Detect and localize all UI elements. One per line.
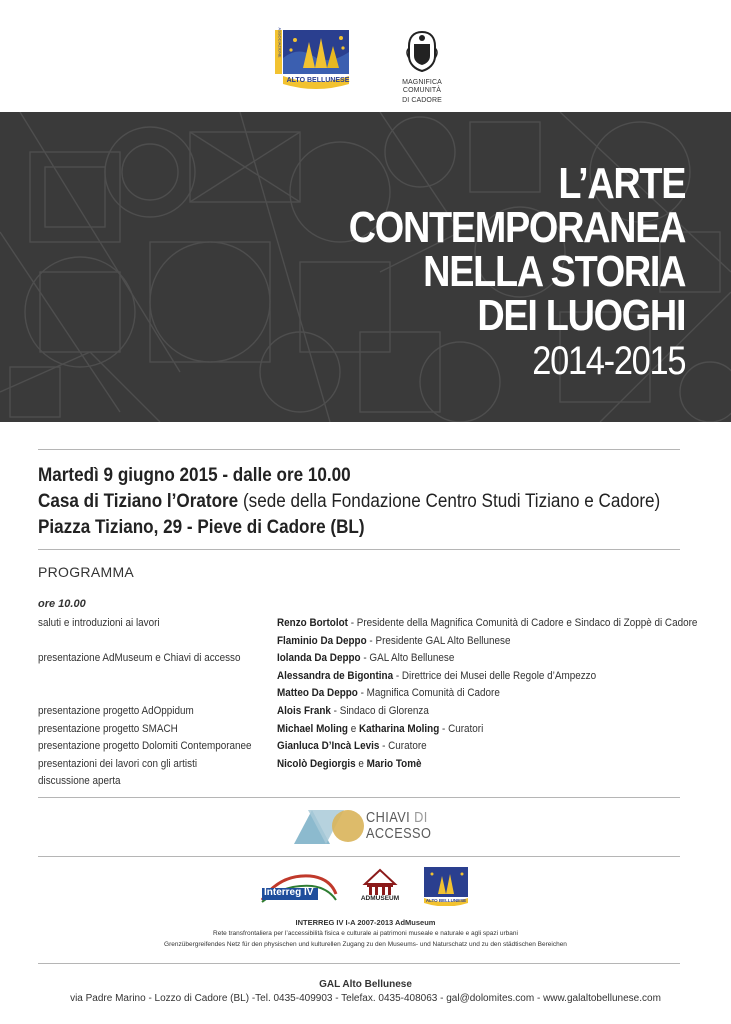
- speaker-name: Iolanda Da Deppo: [277, 652, 361, 665]
- event-venue: [38, 490, 660, 514]
- speaker-role: - GAL Alto Bellunese: [360, 652, 455, 665]
- program-activity: presentazione progetto AdOppidum: [38, 705, 194, 717]
- speaker-name: Matteo Da Deppo: [277, 687, 358, 700]
- cadore-crest-icon: [405, 30, 439, 72]
- admuseum-label: ADMUSEUM: [360, 895, 400, 902]
- chiavi-logo-icon: [294, 808, 366, 844]
- cadore-name-line2: DI CADORE: [402, 97, 442, 104]
- program-activity: presentazioni dei lavori con gli artisti: [38, 757, 198, 770]
- program-speaker: [277, 721, 483, 739]
- gal-logo-side-text: ASSOCIAZIONE: [277, 27, 283, 58]
- program-heading: PROGRAMMA: [38, 564, 135, 580]
- divider: [38, 856, 680, 857]
- interreg-description-it: Rete transfrontaliera per l’accessibilità fisica e culturale ai patrimoni museale e naturale e agli spazi urbani: [213, 930, 518, 937]
- event-date-text: Martedì 9 giugno 2015 - dalle ore 10.00: [38, 465, 351, 486]
- program-speaker: [277, 756, 422, 774]
- title-years: 2014-2015: [532, 339, 685, 383]
- program-time: ore 10.00: [38, 598, 86, 610]
- event-date: [38, 464, 351, 488]
- venue-name: Casa di Tiziano l’Oratore: [38, 491, 239, 512]
- program-activity: presentazione AdMuseum e Chiavi di accesso: [38, 652, 241, 665]
- event-address: [38, 516, 365, 540]
- interreg-description-de: Grenzübergreifendes Netz für den physischen und kulturellen Zugang zu den Museums- und Naturschatz und zu den städtischen Bereichen: [164, 941, 567, 948]
- venue-detail: (sede della Fondazione Centro Studi Tiziano e Cadore): [242, 491, 661, 512]
- gal-small-logo: [420, 866, 472, 906]
- title-line-2: CONTEMPORANEA: [348, 203, 685, 252]
- speaker-role: - Curatori: [439, 722, 484, 735]
- program-speaker: [277, 633, 510, 651]
- program-speaker: [277, 668, 596, 686]
- event-title: [294, 159, 685, 384]
- divider: [38, 797, 680, 798]
- speaker-name-2: Katharina Moling: [358, 722, 440, 735]
- speaker-name-2: Mario Tomè: [366, 757, 422, 770]
- program-activity: discussione aperta: [38, 775, 121, 788]
- title-line-3: NELLA STORIA: [422, 247, 685, 296]
- program-speaker: [277, 685, 500, 703]
- program-speaker: [277, 650, 454, 668]
- speaker-name: Alessandra de Bigontina: [277, 669, 394, 682]
- address-text: Piazza Tiziano, 29 - Pieve di Cadore (BL): [38, 517, 365, 538]
- divider: [38, 449, 680, 450]
- program-activity: presentazione progetto Dolomiti Contemporanee: [38, 740, 252, 753]
- title-line-4: DEI LUOGHI: [477, 291, 685, 340]
- chiavi-word: CHIAVI: [366, 809, 411, 826]
- chiavi-di-accesso-logo: [294, 808, 434, 848]
- program-speaker: [277, 738, 427, 756]
- interreg-logo: [260, 870, 338, 904]
- speaker-connector: e: [347, 722, 359, 735]
- magnifica-comunita-logo: [386, 30, 458, 104]
- speaker-role: - Direttrice dei Musei delle Regole d’Ampezzo: [393, 669, 597, 682]
- footer-org-name: GAL Alto Bellunese: [319, 979, 412, 990]
- gal-small-label: ALTO BELLUNESE: [425, 898, 467, 903]
- interreg-label: Interreg IV: [264, 887, 314, 898]
- chiavi-accesso-word: ACCESSO: [366, 825, 432, 842]
- speaker-role: - Presidente della Magnifica Comunità di Cadore e Sindaco di Zoppè di Cadore: [347, 617, 698, 629]
- cadore-name-line1: MAGNIFICA COMUNITÀ: [402, 79, 442, 94]
- footer-contact: via Padre Marino - Lozzo di Cadore (BL) -Tel. 0435-409903 - Telefax. 0435-408063 - gal@dolomites.com - www.galaltobellunese.com: [70, 993, 661, 1004]
- speaker-role: - Magnifica Comunità di Cadore: [357, 687, 500, 700]
- speaker-name: Gianluca D’Incà Levis: [277, 740, 380, 753]
- gal-logo-text: ALTO BELLUNESE: [286, 77, 350, 84]
- divider: [38, 549, 680, 550]
- interreg-project-title: INTERREG IV I-A 2007-2013 AdMuseum: [295, 918, 436, 927]
- speaker-connector: e: [355, 757, 367, 770]
- chiavi-logo-text: [366, 810, 431, 842]
- program-speaker: [277, 703, 429, 721]
- chiavi-di-word: DI: [410, 809, 428, 826]
- gal-alto-bellunese-logo: [273, 28, 353, 90]
- speaker-name: Nicolò Degiorgis: [277, 757, 356, 770]
- divider: [38, 963, 680, 964]
- title-line-1: L’ARTE: [558, 159, 685, 208]
- speaker-role: - Curatore: [379, 740, 427, 753]
- speaker-role: - Presidente GAL Alto Bellunese: [366, 634, 511, 647]
- program-activity: presentazione progetto SMACH: [38, 722, 178, 735]
- program-speaker: [277, 615, 697, 633]
- speaker-name: Michael Moling: [277, 722, 348, 735]
- speaker-name: Alois Frank: [277, 705, 331, 717]
- admuseum-logo: [355, 866, 405, 904]
- speaker-name: Renzo Bortolot: [277, 617, 348, 629]
- title-banner: [0, 112, 731, 422]
- speaker-name: Flaminio Da Deppo: [277, 634, 367, 647]
- speaker-role: - Sindaco di Glorenza: [330, 705, 429, 717]
- program-activity: saluti e introduzioni ai lavori: [38, 617, 160, 629]
